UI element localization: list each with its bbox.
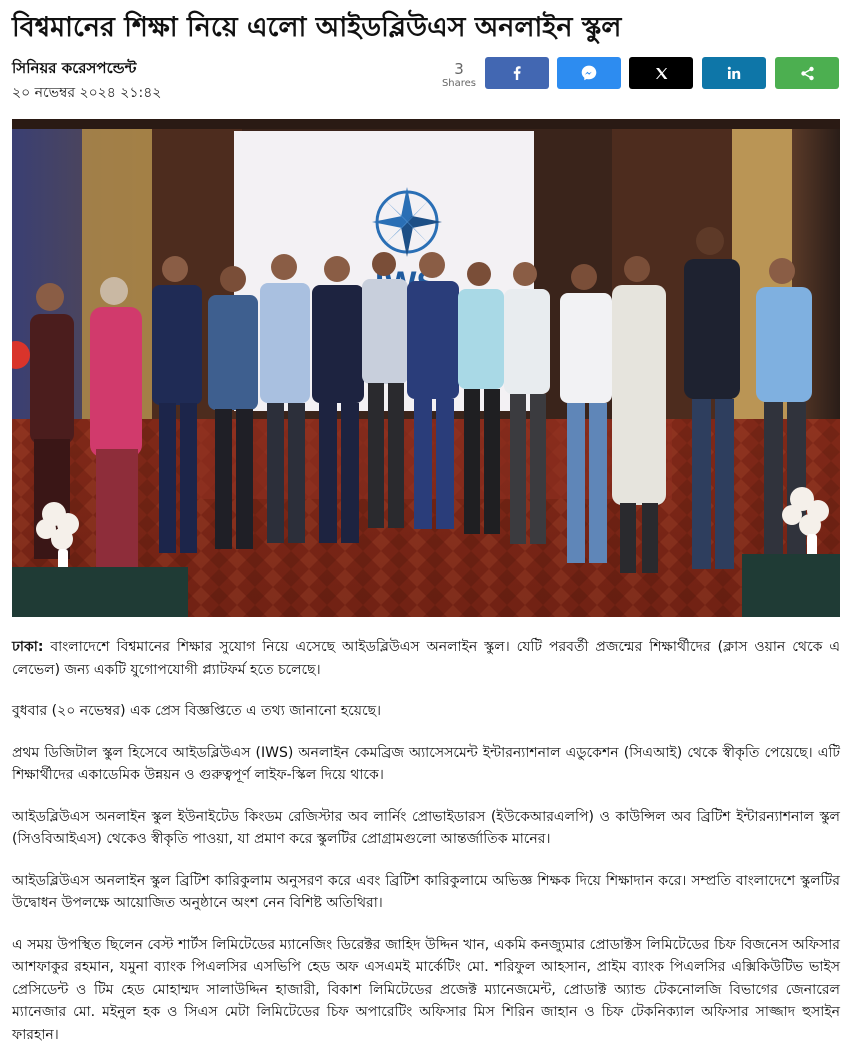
article-photo bbox=[12, 119, 840, 617]
more-share-button[interactable] bbox=[775, 57, 839, 89]
messenger-share-button[interactable] bbox=[557, 57, 621, 89]
publish-date: ২০ নভেম্বর ২০২৪ ২১:৪২ bbox=[12, 85, 162, 101]
share-count-widget bbox=[436, 60, 482, 90]
dateline-location: ঢাকা: bbox=[12, 639, 44, 655]
share-icon bbox=[800, 66, 815, 81]
facebook-icon bbox=[510, 66, 524, 80]
article-body bbox=[12, 636, 840, 1056]
article-headline: বিশ্বমানের শিক্ষা নিয়ে এলো আইডব্লিউএস অনলাইন স্কুল bbox=[12, 12, 622, 43]
article-paragraph: আইডব্লিউএস অনলাইন স্কুল ইউনাইটেড কিংডম রেজিস্টার অব লার্নিং প্রোভাইডারস (ইউকেআরএলপি) ও কাউন্সিল অব ব্রিটিশ ইন্টারন্যাশনাল স্কুল (সিওবিআইএস) থেকেও স্বীকৃতি পাওয়া, যা প্রমাণ করে স্কুলটির প্রোগ্রামগুলো আন্তর্জাতিক মানের। bbox=[12, 808, 840, 847]
x-share-button[interactable] bbox=[629, 57, 693, 89]
article-paragraph: প্রথম ডিজিটাল স্কুল হিসেবে আইডব্লিউএস (IWS) অনলাইন কেমব্রিজ অ্যাসেসমেন্ট ইন্টারন্যাশনাল এডুকেশন (সিএআই) থেকে স্বীকৃতি পেয়েছে। এটি শিক্ষার্থীদের একাডেমিক উন্নয়ন ও গুরুত্বপূর্ণ লাইফ-স্কিল দিয়ে থাকে। bbox=[12, 744, 840, 783]
linkedin-icon bbox=[727, 66, 741, 80]
messenger-icon bbox=[581, 65, 597, 81]
linkedin-share-button[interactable] bbox=[702, 57, 766, 89]
share-count-label: Shares bbox=[441, 78, 477, 89]
x-icon bbox=[655, 67, 668, 80]
facebook-share-button[interactable] bbox=[485, 57, 549, 89]
share-count: 3 bbox=[454, 60, 464, 78]
article-paragraph: আইডব্লিউএস অনলাইন স্কুল ব্রিটিশ কারিকুলাম অনুসরণ করে এবং ব্রিটিশ কারিকুলামে অভিজ্ঞ শিক্ষক দিয়ে শিক্ষাদান করে। সম্প্রতি বাংলাদেশে স্কুলটির উদ্বোধন উপলক্ষে আয়োজিত অনুষ্ঠানে অংশ নেন বিশিষ্ট অতিথিরা। bbox=[12, 872, 840, 911]
event-group-photo bbox=[12, 119, 840, 617]
paragraph-text: বাংলাদেশে বিশ্বমানের শিক্ষার সুযোগ নিয়ে এসেছে আইডব্লিউএস অনলাইন স্কুল। যেটি পরবর্তী প্রজন্মের শিক্ষার্থীদের (ক্লাস ওয়ান থেকে এ লেভেল) জন্য একটি যুগোপযোগী প্ল্যাটফর্ম হতে চলেছে। bbox=[12, 639, 840, 678]
byline bbox=[12, 58, 161, 102]
article-paragraph: বুধবার (২০ নভেম্বর) এক প্রেস বিজ্ঞপ্তিতে এ তথ্য জানানো হয়েছে। bbox=[12, 703, 382, 719]
author-name[interactable]: সিনিয়র করেসপন্ডেন্ট bbox=[12, 59, 137, 77]
article-paragraph bbox=[12, 636, 840, 681]
article-paragraph: এ সময় উপস্থিত ছিলেন বেস্ট শার্টস লিমিটেডের ম্যানেজিং ডিরেক্টর জাহিদ উদ্দিন খান, একমি কনজ্যুমার প্রোডাক্টস লিমিটেডের চিফ বিজনেস অফিসার আশফাকুর রহমান, যমুনা ব্যাংক পিএলসির এসভিপি হেড অফ এসএমই মার্কেটিং মো. শরিফুল আহসান, প্রাইম ব্যাংক পিএলসির এক্সিকিউটিভ ভাইস প্রেসিডেন্ট ও টিম হেড মোহাম্মদ সালাউদ্দিন হাজারী, বিকাশ লিমিটেডের প্রজেক্ট ম্যানেজমেন্ট, প্রোডাক্ট অ্যান্ড টেকনোলজি বিভাগের জেনারেল ম্যানেজার মো. মইনুল হক ও সিএস মেটা লিমিটেডের চিফ অপারেটিং অফিসার মিস শিরিন জাহান ও চিফ টেকনিক্যাল অফিসার সাজ্জাদ হুসাইন ফারহান। bbox=[12, 936, 840, 1043]
